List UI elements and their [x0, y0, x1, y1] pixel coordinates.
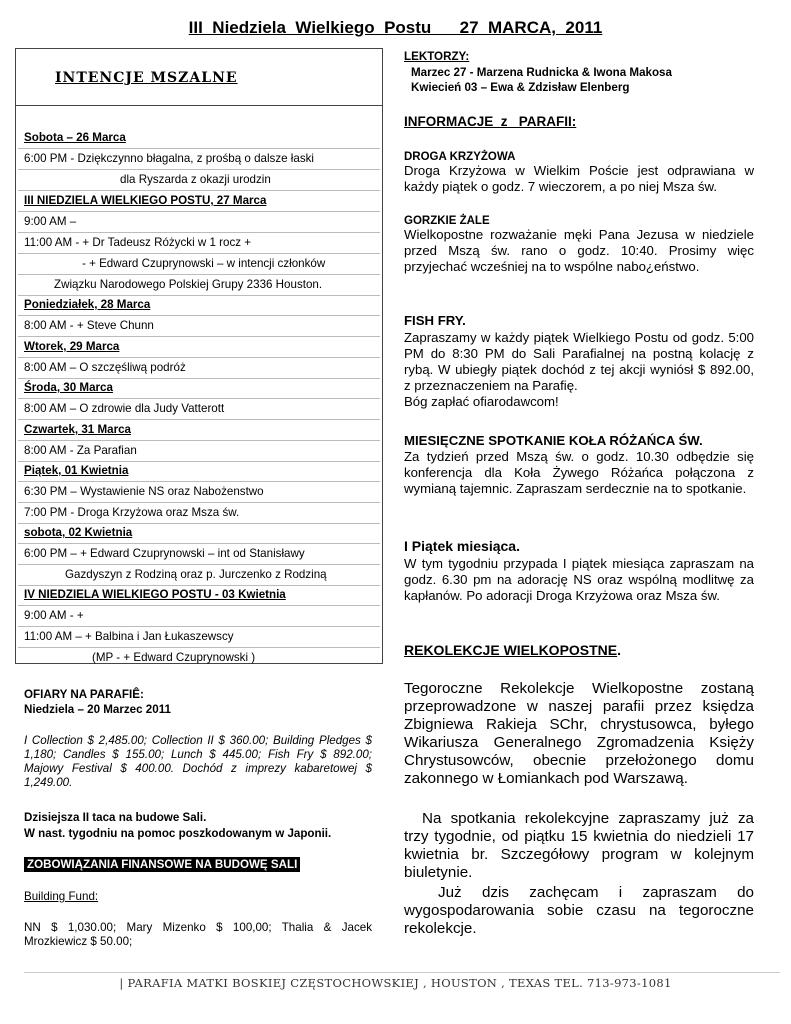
- mass-line: Związku Narodowego Polskiej Grupy 2336 Houston.: [54, 278, 323, 291]
- row-separator: [18, 274, 380, 275]
- row-separator: [18, 626, 380, 627]
- row-separator: [18, 502, 380, 503]
- gorzkie-body: Wielkopostne rozważanie męki Pana Jezusa w niedziele przed Mszą św. rano o godz. 10:40. Prosimy więc przyjechać wcześniej na to wspólne nabo¿eństwo.: [404, 227, 754, 274]
- rekolekcje-paragraph-3: Już dzis zachęcam i zapraszam do wygospodarowania sobie czasu na tegoroczne rekolekcje.: [404, 884, 754, 937]
- day-heading: III NIEDZIELA WIELKIEGO POSTU, 27 Marca: [24, 194, 267, 207]
- mass-line: 6:00 PM – + Edward Czuprynowski – int od Stanisławy: [24, 547, 305, 560]
- fish-body: Zapraszamy w każdy piątek Wielkiego Postu od godz. 5:00 PM do 8:30 PM do Sali Parafialnej na postną kolację z rybą. W ubiegły piątek dochód z tej akcji wyniósł $ 892.00, z przeznaczeniem na Parafię.: [404, 330, 754, 393]
- rekolekcje-paragraph-2: Na spotkania rekolekcyjne zapraszamy już za trzy tygodnie, od piątku 15 kwietnia do niedzieli 17 kwietnia br. Szczegółowy program w kolejnym biuletynie.: [404, 810, 754, 881]
- row-separator: [18, 585, 380, 586]
- row-separator: [18, 336, 380, 337]
- row-separator: [18, 461, 380, 462]
- mass-line: (MP - + Edward Czuprynowski ): [92, 651, 256, 664]
- piatek-body: W tym tygodniu przypada I piątek miesiąca zapraszam na godz. 6.30 pm na adorację NS oraz wspólną modlitwę za kapłanów. Po adoracji Droga Krzyżowa oraz Msza św.: [404, 556, 754, 603]
- page-footer: | PARAFIA MATKI BOSKIEJ CZĘSTOCHOWSKIEJ , HOUSTON , TEXAS TEL. 713-973-1081: [119, 976, 672, 990]
- mass-line: 9:00 AM –: [24, 215, 77, 228]
- row-separator: [18, 190, 380, 191]
- fish-thanks: Bóg zapłać ofiarodawcom!: [404, 394, 559, 409]
- lektorzy-line: Marzec 27 - Marzena Rudnicka & Iwona Makosa: [411, 66, 672, 79]
- row-separator: [18, 523, 380, 524]
- mass-line: 8:00 AM – O szczęśliwą podróż: [24, 361, 186, 374]
- row-separator: [18, 419, 380, 420]
- rozaniec-body: Za tydzień przed Mszą św. o godz. 10.30 odbędzie się konferencja dla Koła Żywego Różańca połączona z wymianą tajemnic. Zapraszam serdecznie na to spotkanie.: [404, 449, 754, 496]
- mass-line: 7:00 PM - Droga Krzyżowa oraz Msza św.: [24, 506, 240, 519]
- informacje-heading: INFORMACJE z PARAFII:: [404, 114, 577, 129]
- lektorzy-heading: LEKTORZY:: [404, 50, 470, 63]
- mass-line: 6:30 PM – Wystawienie NS oraz Nabożenstwo: [24, 485, 264, 498]
- ofiary-heading: OFIARY NA PARAFIÊ:: [24, 688, 144, 701]
- day-heading: Sobota – 26 Marca: [24, 131, 126, 144]
- day-heading: Poniedziałek, 28 Marca: [24, 298, 151, 311]
- building-fund-body: NN $ 1,030.00; Mary Mizenko $ 100,00; Thalia & Jacek Mrozkiewicz $ 50.00;: [24, 921, 372, 948]
- day-heading: Wtorek, 29 Marca: [24, 340, 120, 353]
- rekolekcje-heading-dot: .: [617, 642, 622, 658]
- row-separator: [18, 211, 380, 212]
- rekolekcje-heading-line: [404, 642, 621, 658]
- mass-line: 11:00 AM – + Balbina i Jan Łukaszewscy: [24, 630, 234, 643]
- row-separator: [18, 295, 380, 296]
- row-separator: [18, 564, 380, 565]
- row-separator: [18, 543, 380, 544]
- row-separator: [18, 148, 380, 149]
- lektorzy-line: Kwiecień 03 – Ewa & Zdzisław Elenberg: [411, 81, 630, 94]
- mass-line: 8:00 AM - Za Parafian: [24, 444, 137, 457]
- day-heading: sobota, 02 Kwietnia: [24, 526, 133, 539]
- row-separator: [18, 169, 380, 170]
- droga-body: Droga Krzyżowa w Wielkim Poście jest odprawiana w każdy piątek o godz. 7 wieczorem, a po niej Msza św.: [404, 163, 754, 194]
- row-separator: [18, 232, 380, 233]
- mass-line: - + Edward Czuprynowski – w intencji członków: [82, 257, 326, 270]
- piatek-heading: I Piątek miesiąca.: [404, 538, 520, 554]
- mass-line: Gazdyszyn z Rodziną oraz p. Jurczenko z Rodziną: [65, 568, 327, 581]
- mass-line: 11:00 AM - + Dr Tadeusz Różycki w 1 rocz +: [24, 236, 252, 249]
- day-heading: IV NIEDZIELA WIELKIEGO POSTU - 03 Kwietnia: [24, 588, 286, 601]
- row-separator: [18, 315, 380, 316]
- taca-line-2: W nast. tygodniu na pomoc poszkodowanym w Japonii.: [24, 827, 332, 840]
- row-separator: [18, 378, 380, 379]
- mass-line: dla Ryszarda z okazji urodzin: [120, 173, 271, 186]
- mass-line: 9:00 AM - +: [24, 609, 84, 622]
- row-separator: [18, 605, 380, 606]
- zobowiazania-banner: ZOBOWIĄZANIA FINANSOWE NA BUDOWĘ SALI: [24, 857, 300, 872]
- rekolekcje-heading: REKOLEKCJE WIELKOPOSTNE: [404, 642, 618, 658]
- row-separator: [18, 398, 380, 399]
- day-heading: Piątek, 01 Kwietnia: [24, 464, 129, 477]
- mass-line: 8:00 AM - + Steve Chunn: [24, 319, 154, 332]
- row-separator: [18, 481, 380, 482]
- rozaniec-heading: MIESIĘCZNE SPOTKANIE KOŁA RÓŻAŃCA ŚW.: [404, 433, 703, 448]
- ofiary-body: I Collection $ 2,485.00; Collection II $ 360.00; Building Pledges $ 1,180; Candles $ 155.00; Lunch $ 445.00; Fish Fry $ 892.00; Majowy Festival $ 400.00. Dochód z imprezy kabaretowej $ 1,249.00.: [24, 734, 372, 789]
- gorzkie-heading: GORZKIE ŻALE: [404, 215, 490, 227]
- footer-divider: [24, 972, 780, 973]
- day-heading: Środa, 30 Marca: [24, 381, 113, 394]
- mass-line: 8:00 AM – O zdrowie dla Judy Vatterott: [24, 402, 225, 415]
- row-separator: [18, 440, 380, 441]
- ofiary-date: Niedziela – 20 Marzec 2011: [24, 703, 171, 716]
- page-title: III Niedziela Wielkiego Postu 27 MARCA, 2011: [188, 18, 603, 37]
- row-separator: [18, 647, 380, 648]
- rekolekcje-paragraph-1: Tegoroczne Rekolekcje Wielkopostne zostaną przeprowadzone w naszej parafii przez księdza Zbigniewa Rakieja SChr, chrystusowca, byłego Wikariusza Generalnego Zgromadzenia Księży Chrystusowców, obecnie przełożonego domu zakonnego w Łomiankach pod Warszawą.: [404, 680, 754, 787]
- fish-heading: FISH FRY.: [404, 313, 466, 328]
- row-separator: [18, 253, 380, 254]
- droga-heading: DROGA KRZYŻOWA: [404, 151, 516, 163]
- mass-line: 6:00 PM - Dziękczynno błagalna, z prośbą o dalsze łaski: [24, 152, 314, 165]
- day-heading: Czwartek, 31 Marca: [24, 423, 131, 436]
- taca-line-1: Dzisiejsza II taca na budowe Sali.: [24, 811, 207, 824]
- row-separator: [18, 357, 380, 358]
- building-fund-label: Building Fund:: [24, 890, 99, 903]
- intencje-title: INTENCJE MSZALNE: [55, 70, 238, 86]
